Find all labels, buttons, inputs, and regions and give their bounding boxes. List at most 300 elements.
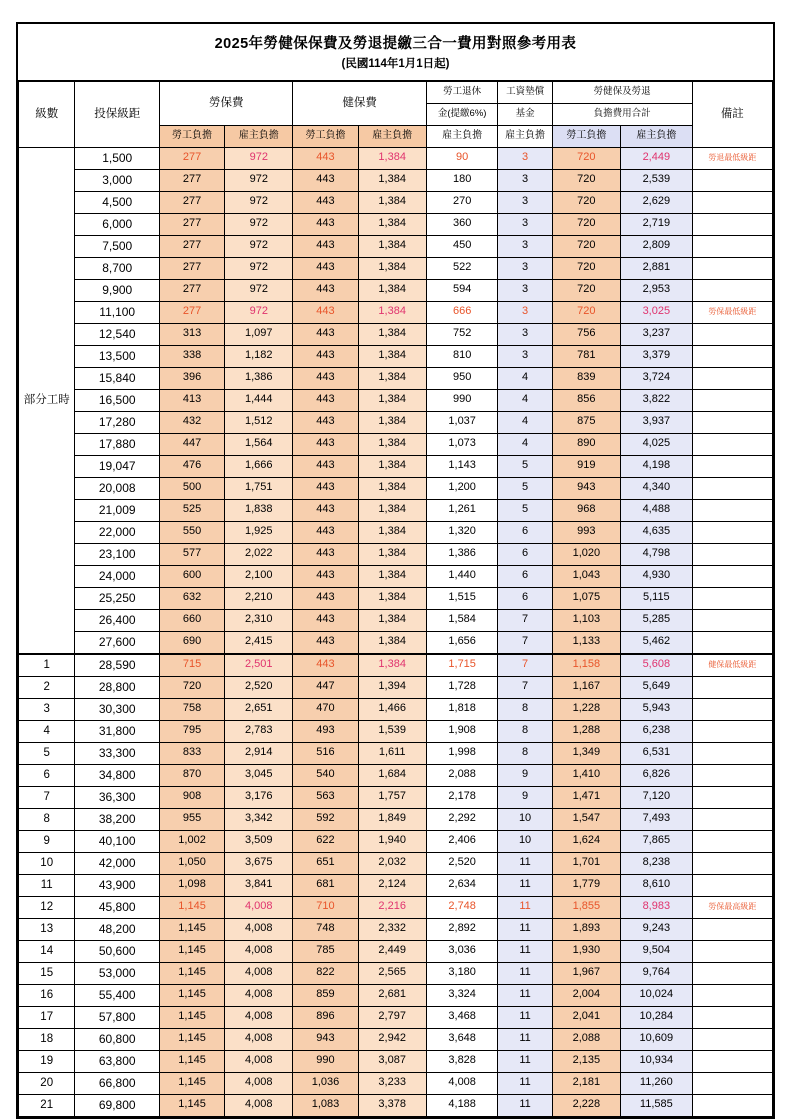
cell-wage-arrears: 3 <box>498 147 552 169</box>
cell-labor-insurance-employer: 2,210 <box>225 587 293 609</box>
cell-total-employer: 5,608 <box>621 654 693 677</box>
cell-total-employee: 1,779 <box>552 874 620 896</box>
cell-health-insurance-employer: 1,384 <box>358 389 426 411</box>
cell-remark <box>692 962 772 984</box>
cell-labor-insurance-employee: 313 <box>160 323 225 345</box>
cell-salary: 28,590 <box>75 654 160 677</box>
cell-remark <box>692 1006 772 1028</box>
table-row <box>19 235 773 257</box>
cell-salary: 11,100 <box>75 301 160 323</box>
table-row <box>19 896 773 918</box>
cell-total-employee: 890 <box>552 433 620 455</box>
table-row <box>19 169 773 191</box>
cell-total-employee: 781 <box>552 345 620 367</box>
cell-wage-arrears: 5 <box>498 455 552 477</box>
cell-remark <box>692 521 772 543</box>
cell-salary: 22,000 <box>75 521 160 543</box>
cell-labor-insurance-employer: 1,444 <box>225 389 293 411</box>
cell-labor-pension: 3,180 <box>426 962 498 984</box>
cell-salary: 6,000 <box>75 213 160 235</box>
cell-wage-arrears: 6 <box>498 543 552 565</box>
cell-health-insurance-employee: 443 <box>293 455 358 477</box>
cell-health-insurance-employer: 1,384 <box>358 631 426 654</box>
cell-wage-arrears: 7 <box>498 676 552 698</box>
cell-remark <box>692 543 772 565</box>
cell-labor-pension: 3,648 <box>426 1028 498 1050</box>
cell-total-employer: 9,504 <box>621 940 693 962</box>
cell-labor-pension: 810 <box>426 345 498 367</box>
cell-health-insurance-employee: 493 <box>293 720 358 742</box>
cell-wage-arrears: 11 <box>498 1006 552 1028</box>
cell-health-insurance-employer: 1,384 <box>358 345 426 367</box>
cell-wage-arrears: 11 <box>498 1028 552 1050</box>
cell-labor-insurance-employee: 277 <box>160 235 225 257</box>
cell-labor-insurance-employer: 972 <box>225 169 293 191</box>
cell-remark <box>692 455 772 477</box>
table-row <box>19 213 773 235</box>
cell-health-insurance-employer: 1,394 <box>358 676 426 698</box>
cell-grade: 12 <box>19 896 75 918</box>
cell-labor-pension: 1,073 <box>426 433 498 455</box>
cell-total-employee: 856 <box>552 389 620 411</box>
cell-health-insurance-employee: 443 <box>293 345 358 367</box>
cell-health-insurance-employer: 3,087 <box>358 1050 426 1072</box>
cell-wage-arrears: 6 <box>498 587 552 609</box>
table-row <box>19 654 773 677</box>
table-row <box>19 367 773 389</box>
table-row <box>19 411 773 433</box>
cell-labor-pension: 1,998 <box>426 742 498 764</box>
cell-salary: 55,400 <box>75 984 160 1006</box>
cell-total-employer: 3,822 <box>621 389 693 411</box>
cell-wage-arrears: 11 <box>498 918 552 940</box>
cell-grade: 8 <box>19 808 75 830</box>
cell-health-insurance-employee: 622 <box>293 830 358 852</box>
cell-wage-arrears: 3 <box>498 191 552 213</box>
table-row <box>19 279 773 301</box>
cell-labor-insurance-employer: 1,512 <box>225 411 293 433</box>
cell-wage-arrears: 3 <box>498 169 552 191</box>
cell-remark <box>692 565 772 587</box>
cell-wage-arrears: 6 <box>498 565 552 587</box>
cell-salary: 38,200 <box>75 808 160 830</box>
cell-health-insurance-employee: 470 <box>293 698 358 720</box>
cell-health-insurance-employer: 2,332 <box>358 918 426 940</box>
cell-remark <box>692 1072 772 1094</box>
cell-grade: 21 <box>19 1094 75 1116</box>
cell-remark <box>692 587 772 609</box>
cell-health-insurance-employee: 443 <box>293 147 358 169</box>
cell-labor-insurance-employer: 4,008 <box>225 1006 293 1028</box>
cell-salary: 33,300 <box>75 742 160 764</box>
header-hi-employer: 雇主負擔 <box>358 125 426 147</box>
cell-labor-pension: 2,520 <box>426 852 498 874</box>
cell-remark <box>692 940 772 962</box>
cell-labor-insurance-employer: 2,520 <box>225 676 293 698</box>
cell-wage-arrears: 5 <box>498 499 552 521</box>
cell-salary: 36,300 <box>75 786 160 808</box>
header-combined-line1: 勞健保及勞退 <box>552 81 692 103</box>
cell-wage-arrears: 7 <box>498 654 552 677</box>
cell-grade: 14 <box>19 940 75 962</box>
cell-salary: 69,800 <box>75 1094 160 1116</box>
cell-labor-insurance-employer: 3,675 <box>225 852 293 874</box>
cell-grade: 1 <box>19 654 75 677</box>
cell-total-employee: 1,043 <box>552 565 620 587</box>
cell-wage-arrears: 11 <box>498 962 552 984</box>
cell-salary: 40,100 <box>75 830 160 852</box>
cell-total-employer: 4,798 <box>621 543 693 565</box>
cell-health-insurance-employer: 1,757 <box>358 786 426 808</box>
cell-labor-pension: 3,468 <box>426 1006 498 1028</box>
cell-wage-arrears: 4 <box>498 433 552 455</box>
cell-total-employer: 5,462 <box>621 631 693 654</box>
cell-remark: 勞保最高級距 <box>692 896 772 918</box>
table-row <box>19 433 773 455</box>
cell-total-employee: 720 <box>552 257 620 279</box>
cell-health-insurance-employee: 443 <box>293 477 358 499</box>
cell-labor-pension: 2,634 <box>426 874 498 896</box>
cell-remark <box>692 1094 772 1116</box>
cell-health-insurance-employee: 443 <box>293 433 358 455</box>
cell-wage-arrears: 11 <box>498 852 552 874</box>
cell-labor-pension: 1,200 <box>426 477 498 499</box>
cell-labor-insurance-employer: 2,022 <box>225 543 293 565</box>
cell-labor-insurance-employee: 476 <box>160 455 225 477</box>
cell-total-employer: 4,198 <box>621 455 693 477</box>
table-body <box>19 147 773 1116</box>
cell-labor-insurance-employee: 1,145 <box>160 918 225 940</box>
cell-salary: 31,800 <box>75 720 160 742</box>
cell-total-employer: 10,284 <box>621 1006 693 1028</box>
cell-total-employer: 2,953 <box>621 279 693 301</box>
table-row <box>19 631 773 654</box>
table-row <box>19 191 773 213</box>
cell-labor-insurance-employer: 1,751 <box>225 477 293 499</box>
cell-labor-insurance-employee: 908 <box>160 786 225 808</box>
cell-labor-insurance-employee: 1,145 <box>160 962 225 984</box>
cell-salary: 13,500 <box>75 345 160 367</box>
table-row <box>19 257 773 279</box>
table-row <box>19 1006 773 1028</box>
cell-total-employee: 2,228 <box>552 1094 620 1116</box>
cell-grade: 17 <box>19 1006 75 1028</box>
cell-health-insurance-employer: 1,384 <box>358 521 426 543</box>
cell-salary: 48,200 <box>75 918 160 940</box>
cell-wage-arrears: 11 <box>498 896 552 918</box>
cell-labor-insurance-employer: 3,045 <box>225 764 293 786</box>
cell-health-insurance-employee: 443 <box>293 169 358 191</box>
cell-health-insurance-employee: 447 <box>293 676 358 698</box>
cell-grade: 4 <box>19 720 75 742</box>
cell-remark <box>692 631 772 654</box>
cell-labor-insurance-employee: 632 <box>160 587 225 609</box>
header-wage-employer: 雇主負擔 <box>498 125 552 147</box>
cell-labor-insurance-employer: 4,008 <box>225 896 293 918</box>
cell-remark <box>692 698 772 720</box>
cell-health-insurance-employer: 1,384 <box>358 477 426 499</box>
cell-remark <box>692 742 772 764</box>
cell-grade: 3 <box>19 698 75 720</box>
cell-health-insurance-employee: 443 <box>293 301 358 323</box>
cell-health-insurance-employee: 516 <box>293 742 358 764</box>
cell-total-employee: 720 <box>552 147 620 169</box>
cell-total-employee: 756 <box>552 323 620 345</box>
cell-total-employer: 2,449 <box>621 147 693 169</box>
cell-total-employer: 11,585 <box>621 1094 693 1116</box>
cell-labor-insurance-employee: 525 <box>160 499 225 521</box>
cell-wage-arrears: 3 <box>498 213 552 235</box>
cell-health-insurance-employee: 443 <box>293 257 358 279</box>
cell-salary: 17,880 <box>75 433 160 455</box>
cell-health-insurance-employer: 1,384 <box>358 433 426 455</box>
cell-labor-insurance-employee: 1,145 <box>160 1072 225 1094</box>
cell-labor-pension: 1,908 <box>426 720 498 742</box>
cell-labor-insurance-employee: 600 <box>160 565 225 587</box>
cell-total-employer: 6,826 <box>621 764 693 786</box>
cell-labor-insurance-employer: 1,386 <box>225 367 293 389</box>
cell-labor-pension: 594 <box>426 279 498 301</box>
cell-health-insurance-employer: 1,684 <box>358 764 426 786</box>
cell-labor-insurance-employee: 500 <box>160 477 225 499</box>
cell-labor-insurance-employer: 1,097 <box>225 323 293 345</box>
cell-health-insurance-employee: 785 <box>293 940 358 962</box>
cell-labor-insurance-employer: 972 <box>225 191 293 213</box>
cell-salary: 9,900 <box>75 279 160 301</box>
cell-health-insurance-employee: 443 <box>293 411 358 433</box>
cell-remark <box>692 1028 772 1050</box>
cell-labor-pension: 1,320 <box>426 521 498 543</box>
table-row <box>19 455 773 477</box>
table-header <box>19 81 773 147</box>
cell-labor-insurance-employee: 833 <box>160 742 225 764</box>
cell-labor-pension: 4,188 <box>426 1094 498 1116</box>
cell-salary: 66,800 <box>75 1072 160 1094</box>
header-total-employee: 勞工負擔 <box>552 125 620 147</box>
cell-total-employee: 1,103 <box>552 609 620 631</box>
cell-total-employer: 7,493 <box>621 808 693 830</box>
header-remark: 備註 <box>692 81 772 147</box>
table-row <box>19 1072 773 1094</box>
table-row <box>19 323 773 345</box>
table-row <box>19 389 773 411</box>
cell-remark <box>692 345 772 367</box>
cell-health-insurance-employer: 2,216 <box>358 896 426 918</box>
cell-labor-insurance-employee: 396 <box>160 367 225 389</box>
cell-remark <box>692 191 772 213</box>
cell-total-employee: 1,158 <box>552 654 620 677</box>
cell-labor-insurance-employer: 972 <box>225 257 293 279</box>
cell-total-employee: 1,547 <box>552 808 620 830</box>
cell-total-employer: 2,719 <box>621 213 693 235</box>
cell-salary: 43,900 <box>75 874 160 896</box>
cell-health-insurance-employee: 1,036 <box>293 1072 358 1094</box>
cell-remark: 健保最低級距 <box>692 654 772 677</box>
cell-labor-insurance-employer: 4,008 <box>225 1050 293 1072</box>
cell-labor-insurance-employer: 972 <box>225 301 293 323</box>
table-row <box>19 499 773 521</box>
cell-total-employer: 8,610 <box>621 874 693 896</box>
cell-health-insurance-employee: 592 <box>293 808 358 830</box>
cell-remark <box>692 477 772 499</box>
cell-remark <box>692 411 772 433</box>
cell-total-employee: 943 <box>552 477 620 499</box>
cell-wage-arrears: 7 <box>498 609 552 631</box>
cell-salary: 8,700 <box>75 257 160 279</box>
cell-health-insurance-employer: 2,032 <box>358 852 426 874</box>
cell-salary: 24,000 <box>75 565 160 587</box>
cell-labor-insurance-employee: 758 <box>160 698 225 720</box>
cell-remark: 勞退最低級距 <box>692 147 772 169</box>
cell-labor-insurance-employer: 1,564 <box>225 433 293 455</box>
cell-labor-pension: 1,818 <box>426 698 498 720</box>
table-row <box>19 808 773 830</box>
header-total-employer: 雇主負擔 <box>621 125 693 147</box>
cell-wage-arrears: 8 <box>498 720 552 742</box>
cell-salary: 30,300 <box>75 698 160 720</box>
cell-labor-insurance-employer: 1,666 <box>225 455 293 477</box>
header-grade: 級數 <box>19 81 75 147</box>
cell-total-employer: 2,629 <box>621 191 693 213</box>
cell-labor-pension: 950 <box>426 367 498 389</box>
cell-total-employer: 11,260 <box>621 1072 693 1094</box>
cell-grade: 19 <box>19 1050 75 1072</box>
cell-total-employer: 9,243 <box>621 918 693 940</box>
fee-comparison-table <box>18 81 773 1117</box>
cell-labor-insurance-employee: 1,098 <box>160 874 225 896</box>
cell-salary: 28,800 <box>75 676 160 698</box>
cell-labor-pension: 3,324 <box>426 984 498 1006</box>
cell-health-insurance-employer: 1,384 <box>358 257 426 279</box>
cell-total-employer: 5,943 <box>621 698 693 720</box>
cell-health-insurance-employer: 1,384 <box>358 279 426 301</box>
cell-labor-pension: 1,515 <box>426 587 498 609</box>
cell-labor-insurance-employee: 690 <box>160 631 225 654</box>
cell-labor-insurance-employee: 277 <box>160 257 225 279</box>
cell-total-employer: 4,488 <box>621 499 693 521</box>
cell-health-insurance-employee: 710 <box>293 896 358 918</box>
cell-total-employer: 2,539 <box>621 169 693 191</box>
cell-labor-insurance-employee: 447 <box>160 433 225 455</box>
cell-salary: 26,400 <box>75 609 160 631</box>
cell-remark <box>692 389 772 411</box>
cell-remark <box>692 609 772 631</box>
cell-total-employee: 919 <box>552 455 620 477</box>
cell-total-employee: 1,075 <box>552 587 620 609</box>
cell-labor-insurance-employee: 660 <box>160 609 225 631</box>
cell-grade: 2 <box>19 676 75 698</box>
cell-labor-pension: 3,036 <box>426 940 498 962</box>
cell-health-insurance-employee: 443 <box>293 389 358 411</box>
table-row <box>19 918 773 940</box>
cell-salary: 3,000 <box>75 169 160 191</box>
cell-health-insurance-employer: 2,124 <box>358 874 426 896</box>
cell-labor-insurance-employer: 972 <box>225 235 293 257</box>
page-title: 2025年勞健保保費及勞退提繳三合一費用對照參考用表 <box>214 36 577 52</box>
cell-labor-insurance-employer: 4,008 <box>225 1028 293 1050</box>
table-row <box>19 830 773 852</box>
cell-labor-insurance-employer: 1,182 <box>225 345 293 367</box>
cell-health-insurance-employer: 2,565 <box>358 962 426 984</box>
cell-wage-arrears: 8 <box>498 698 552 720</box>
cell-total-employee: 1,288 <box>552 720 620 742</box>
table-row <box>19 962 773 984</box>
cell-health-insurance-employer: 1,384 <box>358 543 426 565</box>
cell-health-insurance-employee: 859 <box>293 984 358 1006</box>
cell-total-employee: 720 <box>552 169 620 191</box>
cell-salary: 34,800 <box>75 764 160 786</box>
table-row <box>19 587 773 609</box>
cell-labor-pension: 450 <box>426 235 498 257</box>
cell-total-employer: 7,865 <box>621 830 693 852</box>
cell-wage-arrears: 4 <box>498 411 552 433</box>
table-row <box>19 1094 773 1116</box>
cell-grade: 20 <box>19 1072 75 1094</box>
table-row <box>19 521 773 543</box>
table-row <box>19 852 773 874</box>
cell-salary: 57,800 <box>75 1006 160 1028</box>
cell-health-insurance-employer: 2,681 <box>358 984 426 1006</box>
cell-health-insurance-employer: 1,384 <box>358 609 426 631</box>
cell-total-employee: 968 <box>552 499 620 521</box>
cell-health-insurance-employee: 443 <box>293 609 358 631</box>
header-labor-pension-line1: 勞工退休 <box>426 81 498 103</box>
cell-health-insurance-employee: 563 <box>293 786 358 808</box>
header-li-employee: 勞工負擔 <box>160 125 225 147</box>
cell-grade: 10 <box>19 852 75 874</box>
cell-health-insurance-employer: 1,384 <box>358 587 426 609</box>
cell-health-insurance-employee: 443 <box>293 367 358 389</box>
cell-total-employee: 720 <box>552 235 620 257</box>
cell-remark <box>692 323 772 345</box>
cell-total-employer: 3,937 <box>621 411 693 433</box>
cell-health-insurance-employee: 443 <box>293 654 358 677</box>
cell-health-insurance-employee: 443 <box>293 543 358 565</box>
cell-labor-insurance-employee: 1,145 <box>160 1028 225 1050</box>
table-row <box>19 874 773 896</box>
cell-total-employee: 1,167 <box>552 676 620 698</box>
cell-remark <box>692 786 772 808</box>
cell-wage-arrears: 10 <box>498 830 552 852</box>
cell-labor-pension: 2,892 <box>426 918 498 940</box>
cell-remark <box>692 874 772 896</box>
cell-health-insurance-employee: 443 <box>293 213 358 235</box>
table-row <box>19 676 773 698</box>
header-labor-insurance: 勞保費 <box>160 81 293 125</box>
cell-labor-pension: 666 <box>426 301 498 323</box>
cell-total-employer: 4,340 <box>621 477 693 499</box>
cell-health-insurance-employer: 1,384 <box>358 323 426 345</box>
table-row <box>19 1050 773 1072</box>
cell-salary: 63,800 <box>75 1050 160 1072</box>
cell-labor-insurance-employee: 1,002 <box>160 830 225 852</box>
cell-labor-insurance-employer: 4,008 <box>225 1094 293 1116</box>
cell-health-insurance-employee: 443 <box>293 631 358 654</box>
cell-remark <box>692 918 772 940</box>
cell-total-employee: 1,471 <box>552 786 620 808</box>
cell-labor-insurance-employer: 4,008 <box>225 940 293 962</box>
cell-labor-insurance-employer: 3,342 <box>225 808 293 830</box>
cell-labor-insurance-employer: 1,925 <box>225 521 293 543</box>
header-wage-arrears-line1: 工資墊償 <box>498 81 552 103</box>
cell-labor-insurance-employer: 2,501 <box>225 654 293 677</box>
cell-wage-arrears: 11 <box>498 874 552 896</box>
cell-health-insurance-employee: 443 <box>293 587 358 609</box>
cell-total-employee: 993 <box>552 521 620 543</box>
cell-total-employee: 2,088 <box>552 1028 620 1050</box>
cell-remark <box>692 213 772 235</box>
title-block <box>18 24 773 81</box>
